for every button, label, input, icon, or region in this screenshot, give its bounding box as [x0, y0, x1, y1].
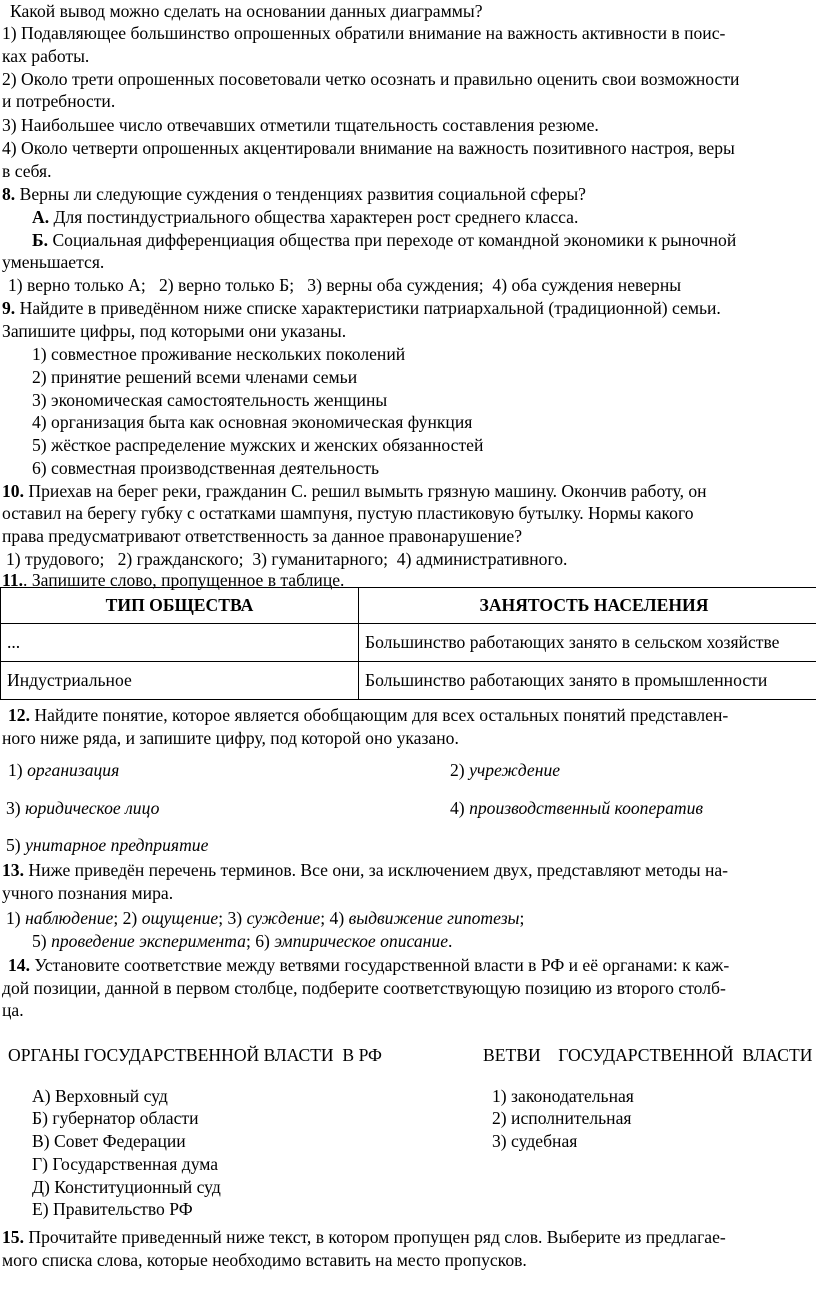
q7-option-4-line1: 4) Около четверти опрошенных акцентировали внимание на важность позитивного настроя, веры [2, 138, 735, 158]
q14-question-cont: дой позиции, данной в первом столбце, подберите соответствующую позицию из второго столб- [2, 978, 726, 998]
q11-number: 11. [2, 570, 24, 590]
q14-question-cont2: ца. [2, 1000, 24, 1020]
q9-question-text: Найдите в приведённом ниже списке характеристики патриархальной (традиционной) семьи. [19, 298, 721, 318]
q12-number: 12. [8, 705, 30, 725]
q9-item-5: 5) жёсткое распределение мужских и женских обязанностей [32, 435, 484, 455]
table-header-society-type: ТИП ОБЩЕСТВА [1, 588, 359, 624]
q7-option-2-line2: и потребности. [2, 91, 116, 111]
q12-option-2-text: учреждение [469, 760, 561, 780]
q8-b-text: Социальная дифференциация общества при переходе от командной экономики к рыночной [52, 230, 737, 250]
q12-option-1 [8, 759, 119, 781]
table-cell-employment: Большинство работающих занято в сельском хозяйстве [359, 624, 816, 662]
q7-option-4-line2: в себя. [2, 161, 52, 181]
q14-left-item-c: В) Совет Федерации [32, 1131, 186, 1151]
q14-left-item-a: А) Верховный суд [32, 1086, 168, 1106]
q12-option-4 [450, 797, 816, 819]
table-cell-society-type: Индустриальное [1, 662, 359, 700]
q12-option-5 [6, 834, 816, 856]
q7-question: Какой вывод можно сделать на основании данных диаграммы? [10, 1, 483, 21]
q12-option-1-text: организация [27, 760, 120, 780]
table-row [1, 662, 816, 700]
q8-statement-b [32, 229, 816, 251]
q12-option-1-num: 1) [8, 760, 23, 780]
q13-term-3: суждение [246, 908, 321, 928]
q13-term-4: выдвижение гипотезы [348, 908, 520, 928]
q13-question-cont: учного познания мира. [2, 883, 174, 903]
q12-option-3 [6, 797, 159, 819]
society-type-table [0, 587, 816, 700]
q10-line-1-text: Приехав на берег реки, гражданин С. решил вымыть грязную машину. Окончив работу, он [28, 481, 707, 501]
q10-number: 10. [2, 481, 24, 501]
q8-statement-a [32, 206, 816, 228]
q8-a-label: А. [32, 207, 50, 227]
q7-option-3: 3) Наибольшее число отвечавших отметили тщательность составления резюме. [2, 115, 599, 135]
q12-option-4-text: производственный кооператив [469, 798, 704, 818]
q14-right-item-3: 3) судебная [492, 1131, 578, 1151]
q14-question [8, 954, 816, 976]
q12-option-5-num: 5) [6, 835, 21, 855]
q8-statement-b-cont: уменьшается. [2, 252, 105, 272]
q15-question [2, 1226, 816, 1248]
q8-a-text: Для постиндустриального общества характерен рост среднего класса. [53, 207, 579, 227]
q9-item-6: 6) совместная производственная деятельность [32, 458, 380, 478]
q13-term-5: проведение эксперимента [51, 931, 246, 951]
q8-question [2, 183, 816, 205]
q14-col1-title: ОРГАНЫ ГОСУДАРСТВЕННОЙ ВЛАСТИ В РФ [8, 1045, 382, 1065]
table-header-row [1, 588, 816, 624]
q14-left-item-e: Д) Конституционный суд [32, 1177, 221, 1197]
table-header-employment: ЗАНЯТОСТЬ НАСЕЛЕНИЯ [359, 588, 816, 624]
q14-question-text: Установите соответствие между ветвями государственной власти в РФ и её органами: к каж- [34, 955, 730, 975]
q13-terms-line1: 1) наблюдение; 2) ощущение; 3) суждение; 4) выдвижение гипотезы; [6, 908, 525, 928]
q14-number: 14. [8, 955, 30, 975]
q8-answers: 1) верно только А; 2) верно только Б; 3) верны оба суждения; 4) оба суждения неверны [8, 275, 682, 295]
q15-question-text: Прочитайте приведенный ниже текст, в котором пропущен ряд слов. Выберите из предлагае- [28, 1227, 726, 1247]
q13-term-6: эмпирическое описание [274, 931, 449, 951]
q14-right-item-1: 1) законодательная [492, 1086, 634, 1106]
q14-right-item-2: 2) исполнительная [492, 1108, 632, 1128]
q14-left-item-d: Г) Государственная дума [32, 1154, 219, 1174]
q12-question-text: Найдите понятие, которое является обобщающим для всех остальных понятий представлен- [34, 705, 729, 725]
q10-line-3: права предусматривают ответственность за данное правонарушение? [2, 526, 523, 546]
q13-question [2, 859, 816, 881]
table-row [1, 624, 816, 662]
q15-number: 15. [2, 1227, 24, 1247]
q12-option-5-text: унитарное предприятие [25, 835, 209, 855]
q12-option-2 [450, 759, 816, 781]
q10-line-1 [2, 480, 816, 502]
q14-left-item-b: Б) губернатор области [32, 1108, 199, 1128]
q8-number: 8. [2, 184, 16, 204]
table-cell-missing-type: ... [1, 624, 359, 662]
q12-option-3-num: 3) [6, 798, 21, 818]
q8-b-label: Б. [32, 230, 49, 250]
q12-option-4-num: 4) [450, 798, 465, 818]
q14-left-item-f: Е) Правительство РФ [32, 1199, 193, 1219]
q9-item-1: 1) совместное проживание нескольких поколений [32, 344, 406, 364]
q13-number: 13. [2, 860, 24, 880]
q14-col2-title: ВЕТВИ ГОСУДАРСТВЕННОЙ ВЛАСТИ [483, 1045, 813, 1065]
q8-question-text: Верны ли следующие суждения о тенденциях развития социальной сферы? [19, 184, 586, 204]
q12-option-3-text: юридическое лицо [25, 798, 160, 818]
q10-line-2: оставил на берегу губку с остатками шампуня, пустую пластиковую бутылку. Нормы какого [2, 503, 694, 523]
q9-question-cont: Запишите цифры, под которыми они указаны. [2, 321, 347, 341]
q13-term-2: ощущение [141, 908, 219, 928]
q13-terms-line2: 5) проведение эксперимента; 6) эмпирическое описание. [32, 931, 453, 951]
q9-number: 9. [2, 298, 16, 318]
q12-option-2-num: 2) [450, 760, 465, 780]
q13-term-1: наблюдение [25, 908, 114, 928]
table-cell-employment: Большинство работающих занято в промышленности [359, 662, 816, 700]
q9-item-4: 4) организация быта как основная экономическая функция [32, 412, 473, 432]
q10-answers: 1) трудового; 2) гражданского; 3) гуманитарного; 4) административного. [6, 549, 568, 569]
q11-question-text: . Запишите слово, пропущенное в таблице. [23, 570, 345, 590]
q7-option-1-line2: ках работы. [2, 46, 90, 66]
q12-question [8, 704, 816, 726]
q9-item-2: 2) принятие решений всеми членами семьи [32, 367, 358, 387]
q15-question-cont: мого списка слова, которые необходимо вставить на место пропусков. [2, 1250, 527, 1270]
q7-option-1-line1: 1) Подавляющее большинство опрошенных обратили внимание на важность активности в поис- [2, 23, 726, 43]
q13-question-text: Ниже приведён перечень терминов. Все они, за исключением двух, представляют методы на- [28, 860, 729, 880]
q7-option-2-line1: 2) Около трети опрошенных посоветовали четко осознать и правильно оценить свои возможности [2, 69, 740, 89]
q9-question [2, 297, 816, 319]
q12-question-cont: ного ниже ряда, и запишите цифру, под которой оно указано. [2, 728, 459, 748]
q9-item-3: 3) экономическая самостоятельность женщины [32, 390, 388, 410]
